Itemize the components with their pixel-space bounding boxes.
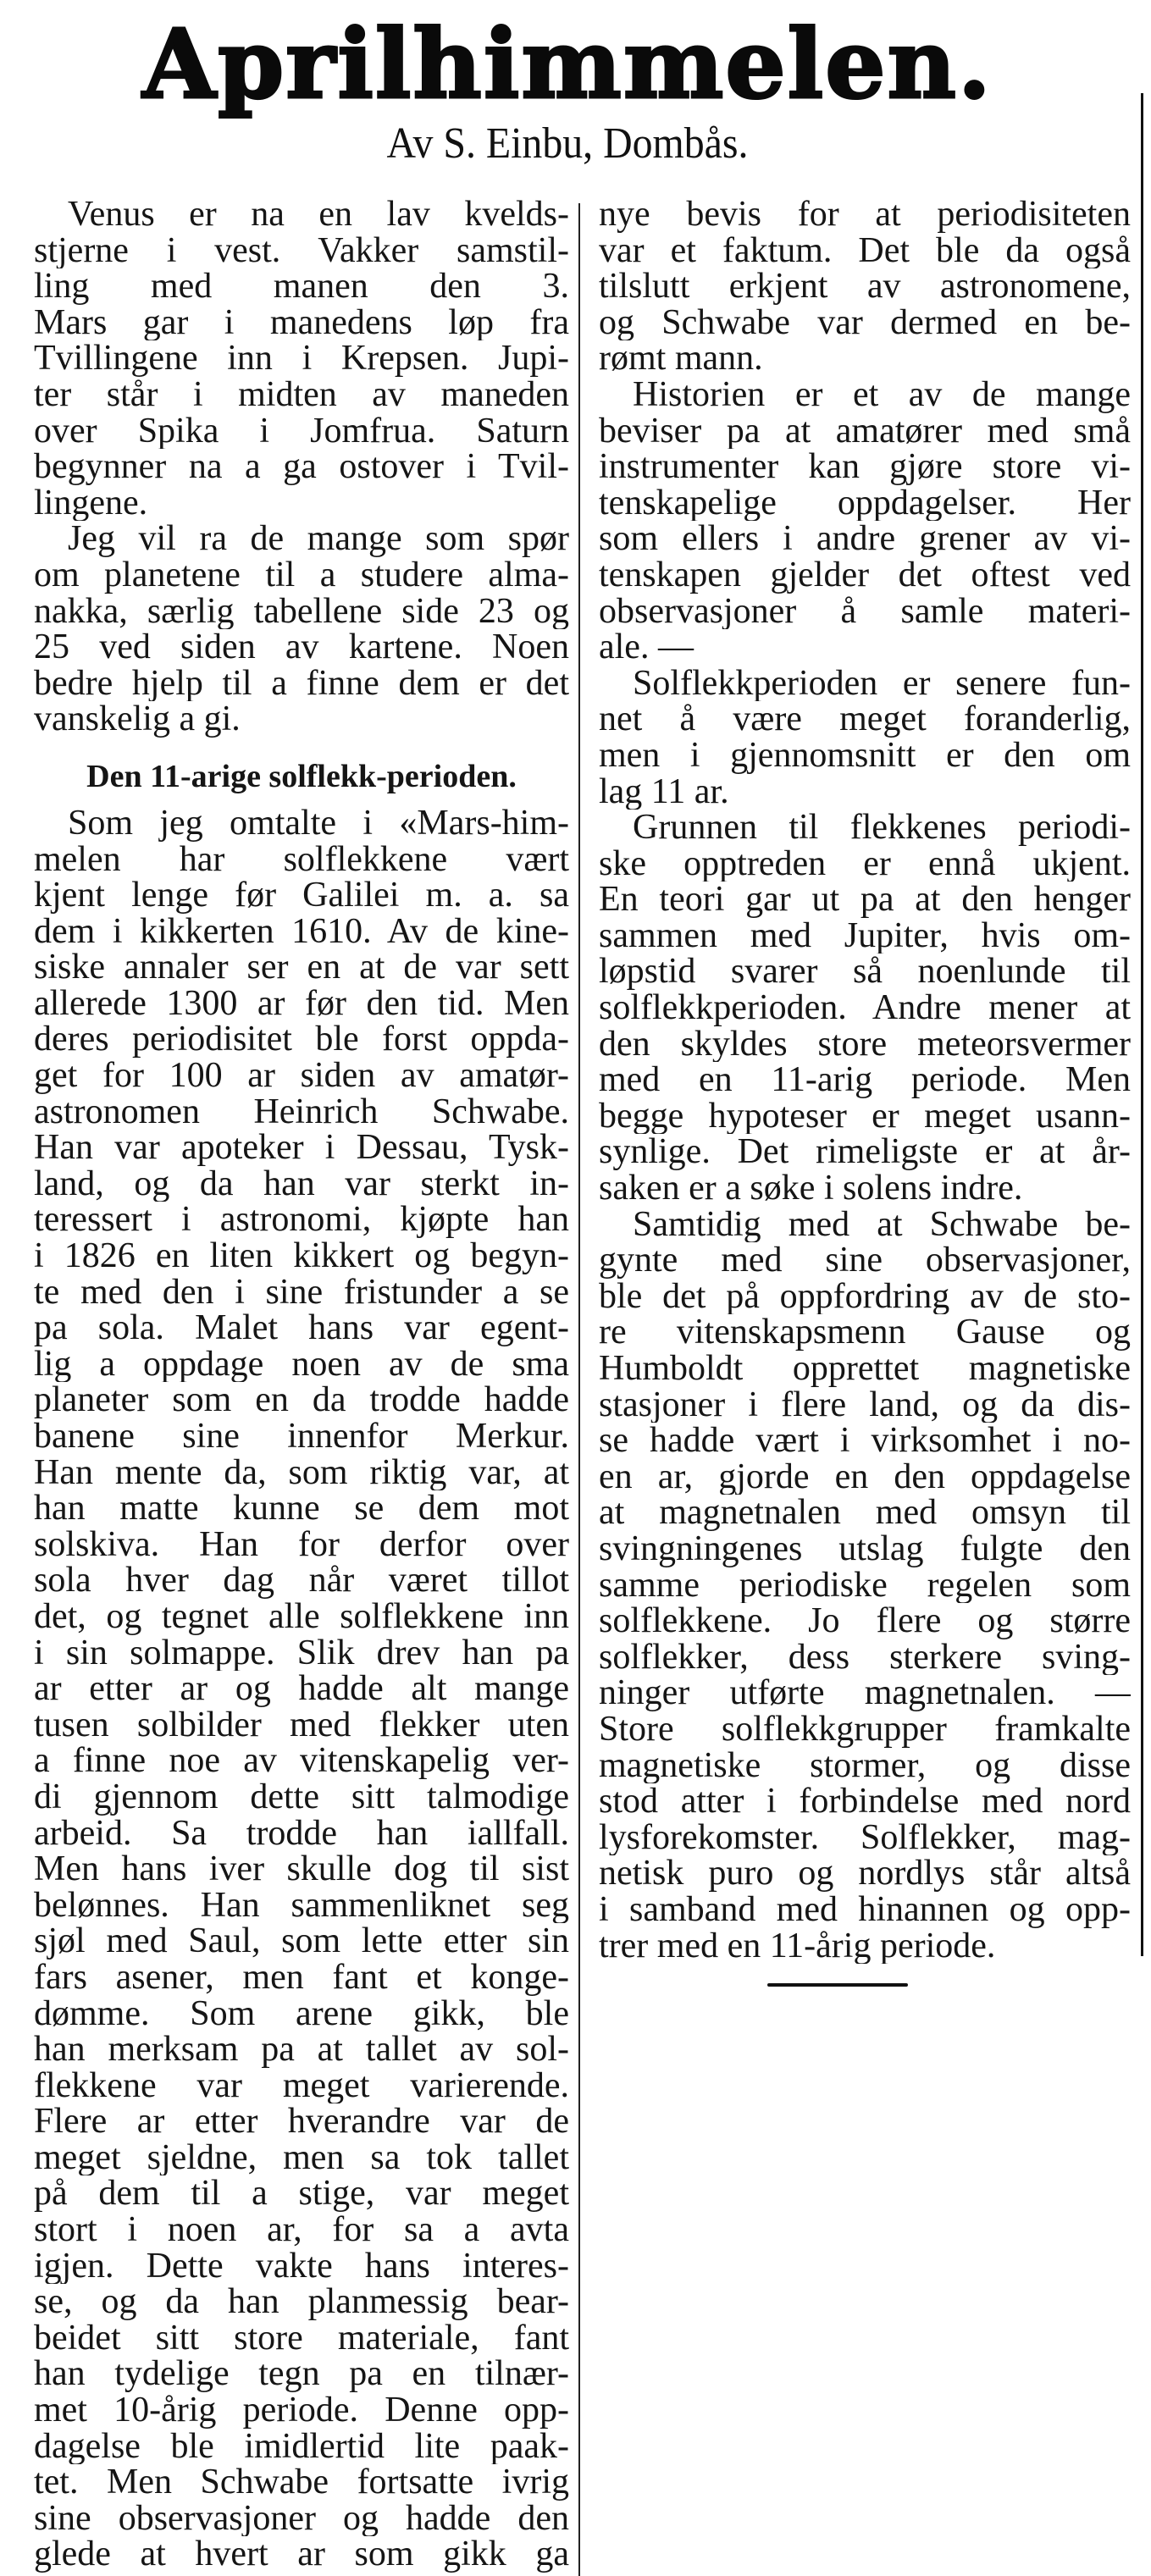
text-line: begynner na a ga ostover i Tvil- [34, 449, 569, 485]
text-line: sola hver dag når været tillot [34, 1562, 569, 1599]
text-line: lig a oppdage noen av de sma [34, 1346, 569, 1383]
text-line: beidet sitt store materiale, fant [34, 2319, 569, 2357]
text-line: igjen. Dette vakte hans interes- [34, 2247, 569, 2285]
article-byline: Av S. Einbu, Dombås. [386, 119, 749, 168]
text-line: ske opptreden er ennå ukjent. [599, 845, 1131, 882]
text-line: teressert i astronomi, kjøpte han [34, 1202, 569, 1239]
section-heading: Den 11-arige solflekk-perioden. [86, 758, 517, 794]
text-line: solskiva. Han for derfor over [34, 1526, 569, 1563]
text-line: fars asener, men fant et konge- [34, 1959, 569, 1996]
text-line: stasjoner i flere land, og da dis- [599, 1386, 1131, 1423]
text-line: se, og da han planmessig bear- [34, 2284, 569, 2320]
text-line: dem i kikkerten 1610. Av de kine- [34, 913, 569, 950]
text-line: ble det på oppfordring av de sto- [599, 1278, 1131, 1315]
text-line: i samband med hinannen og opp- [599, 1891, 1131, 1928]
text-line: i sin solmappe. Slik drev han pa [34, 1634, 569, 1672]
text-line: met 10-årig periode. Denne opp- [34, 2392, 569, 2429]
text-line: i 1826 en liten kikkert og begyn- [34, 1238, 569, 1274]
text-line: vanskelig a gi. [34, 701, 241, 738]
text-line: astronomen Heinrich Schwabe. [34, 1093, 569, 1130]
text-line: om planetene til a studere alma- [34, 556, 569, 594]
text-line: stod atter i forbindelse med nord [599, 1783, 1131, 1820]
text-line: lysforekomster. Solflekker, mag- [599, 1819, 1131, 1856]
text-line: ale. — [599, 629, 694, 666]
text-line: tilslutt erkjent av astronomene, [599, 268, 1131, 305]
text-line: han matte kunne se dem mot [34, 1490, 569, 1527]
text-line: ninger utførte magnetnalen. — [599, 1675, 1131, 1711]
text-line: allerede 1300 ar før den tid. Men [34, 985, 569, 1022]
text-line: svingningenes utslag fulgte den [599, 1530, 1131, 1567]
text-line: han merksam pa at tallet av sol- [34, 2032, 569, 2068]
text-line: gynte med sine observasjoner, [599, 1242, 1131, 1279]
end-of-article-rule [767, 1983, 908, 1987]
text-line: men i gjennomsnitt er den om [599, 737, 1131, 774]
text-line: Men hans iver skulle dog til sist [34, 1851, 569, 1888]
text-line: Store solflekkgrupper framkalte [599, 1711, 1131, 1748]
text-line: pa sola. Malet hans var egent- [34, 1310, 569, 1346]
adjacent-column-rule [1141, 93, 1143, 1956]
text-line: Mars gar i manedens løp fra [34, 304, 569, 341]
text-line: glede at hvert ar som gikk ga [34, 2536, 569, 2573]
text-line: sjøl med Saul, som lette etter sin [34, 1923, 569, 1960]
text-line: ar etter ar og hadde alt mange [34, 1671, 569, 1707]
text-line: te med den i sine fristunder a se [34, 1274, 569, 1311]
text-line: samme periodiske regelen som [599, 1567, 1131, 1604]
text-line: banene sine innenfor Merkur. [34, 1418, 569, 1455]
text-line: a finne noe av vitenskapelig ver- [34, 1743, 569, 1779]
text-line: dagelse ble imidlertid lite paak- [34, 2428, 569, 2465]
text-line: saken er a søke i solens indre. [599, 1170, 1023, 1207]
text-line: siske annaler ser en at de var sett [34, 949, 569, 986]
text-line: magnetiske stormer, og disse [599, 1747, 1131, 1784]
text-line: arbeid. Sa trodde han iallfall. [34, 1815, 569, 1852]
text-line: netisk puro og nordlys står altså [599, 1855, 1131, 1892]
text-line: den skyldes store meteorsvermer [599, 1025, 1131, 1063]
column-divider [578, 203, 580, 2576]
left-column [34, 196, 569, 2573]
text-line: synlige. Det rimeligste er at år- [599, 1134, 1131, 1171]
text-line: stjerne i vest. Vakker samstil- [34, 232, 569, 269]
text-line: solflekkene. Jo flere og større [599, 1603, 1131, 1639]
text-line: ter står i midten av maneden [34, 376, 569, 413]
right-column [599, 196, 1131, 1964]
text-line: Han var apoteker i Dessau, Tysk- [34, 1130, 569, 1166]
paragraph-first-line: Jeg vil ra de mange som spør [68, 521, 569, 557]
text-line: ling med manen den 3. [34, 268, 569, 305]
text-line: solflekkperioden. Andre mener at [599, 990, 1131, 1026]
text-line: observasjoner å samle materi- [599, 593, 1131, 630]
text-line: som ellers i andre grener av vi- [599, 521, 1131, 557]
text-line: begge hypoteser er meget usann- [599, 1097, 1131, 1135]
paragraph-first-line: Samtidig med at Schwabe be- [633, 1206, 1131, 1243]
text-line: nakka, særlig tabellene side 23 og [34, 593, 569, 630]
text-line: sine observasjoner og hadde den [34, 2500, 569, 2537]
text-line: bedre hjelp til a finne dem er det [34, 665, 569, 702]
text-line: belønnes. Han sammenliknet seg [34, 1887, 569, 1924]
text-line: det, og tegnet alle solflekkene inn [34, 1598, 569, 1635]
text-line: stort i noen ar, for sa a avta [34, 2212, 569, 2248]
text-line: og Schwabe var dermed en be- [599, 304, 1131, 341]
text-line: meget sjeldne, men sa tok tallet [34, 2139, 569, 2176]
text-line: nye bevis for at periodisiteten [599, 196, 1131, 233]
text-line: solflekker, dess sterkere sving- [599, 1639, 1131, 1676]
text-line: net å være meget foranderlig, [599, 701, 1131, 738]
text-line: instrumenter kan gjøre store vi- [599, 449, 1131, 485]
text-line: trer med en 11-årig periode. [599, 1927, 996, 1965]
text-line: rømt mann. [599, 340, 763, 377]
text-line: planeter som en da trodde hadde [34, 1382, 569, 1418]
text-line: re vitenskapsmenn Gause og [599, 1314, 1131, 1351]
text-line: tet. Men Schwabe fortsatte ivrig [34, 2464, 569, 2501]
article-title: Aprilhimmelen. [142, 9, 993, 120]
text-line: at magnetnalen med omsyn til [599, 1495, 1131, 1531]
paragraph-first-line: Venus er na en lav kvelds- [68, 196, 569, 233]
text-line: lingene. [34, 484, 148, 522]
text-line: tenskapen gjelder det oftest ved [599, 556, 1131, 594]
text-line: se hadde vært i virksomhet i no- [599, 1423, 1131, 1459]
text-line: En teori gar ut pa at den henger [599, 882, 1131, 918]
text-line: over Spika i Jomfrua. Saturn [34, 412, 569, 450]
text-line: beviser pa at amatører med små [599, 412, 1131, 450]
text-line: get for 100 ar siden av amatør- [34, 1058, 569, 1094]
text-line: han tydelige tegn pa en tilnær- [34, 2356, 569, 2393]
text-line: flekkene var meget varierende. [34, 2067, 569, 2104]
text-line: tenskapelige oppdagelser. Her [599, 484, 1131, 522]
paragraph-first-line: Som jeg omtalte i «Mars-him- [68, 804, 569, 842]
text-line: Flere ar etter hverandre var de [34, 2103, 569, 2140]
text-line: var et faktum. Det ble da også [599, 232, 1131, 269]
text-line: Tvillingene inn i Krepsen. Jupi- [34, 340, 569, 377]
text-line: Han mente da, som riktig var, at [34, 1454, 569, 1491]
text-line: med en 11-arig periode. Men [599, 1062, 1131, 1098]
text-line: melen har solflekkene vært [34, 841, 569, 878]
paragraph-first-line: Solflekkperioden er senere fun- [633, 665, 1131, 702]
text-line: 25 ved siden av kartene. Noen [34, 629, 569, 666]
text-line: på dem til a stige, var meget [34, 2175, 569, 2213]
text-line: tusen solbilder med flekker uten [34, 1706, 569, 1744]
text-line: kjent lenge før Galilei m. a. sa [34, 877, 569, 914]
text-line: di gjennom dette sitt talmodige [34, 1778, 569, 1816]
text-line: løpstid svarer så noenlunde til [599, 954, 1131, 991]
text-line: deres periodisitet ble forst oppda- [34, 1021, 569, 1059]
text-line: Humboldt opprettet magnetiske [599, 1351, 1131, 1387]
text-line: lag 11 ar. [599, 773, 729, 810]
paragraph-first-line: Grunnen til flekkenes periodi- [633, 810, 1131, 846]
text-line: land, og da han var sterkt in- [34, 1165, 569, 1202]
text-line: sammen med Jupiter, hvis om- [599, 917, 1131, 954]
paragraph-first-line: Historien er et av de mange [633, 376, 1131, 413]
text-line: en ar, gjorde en den oppdagelse [599, 1458, 1131, 1495]
text-line: dømme. Som arene gikk, ble [34, 1995, 569, 2032]
